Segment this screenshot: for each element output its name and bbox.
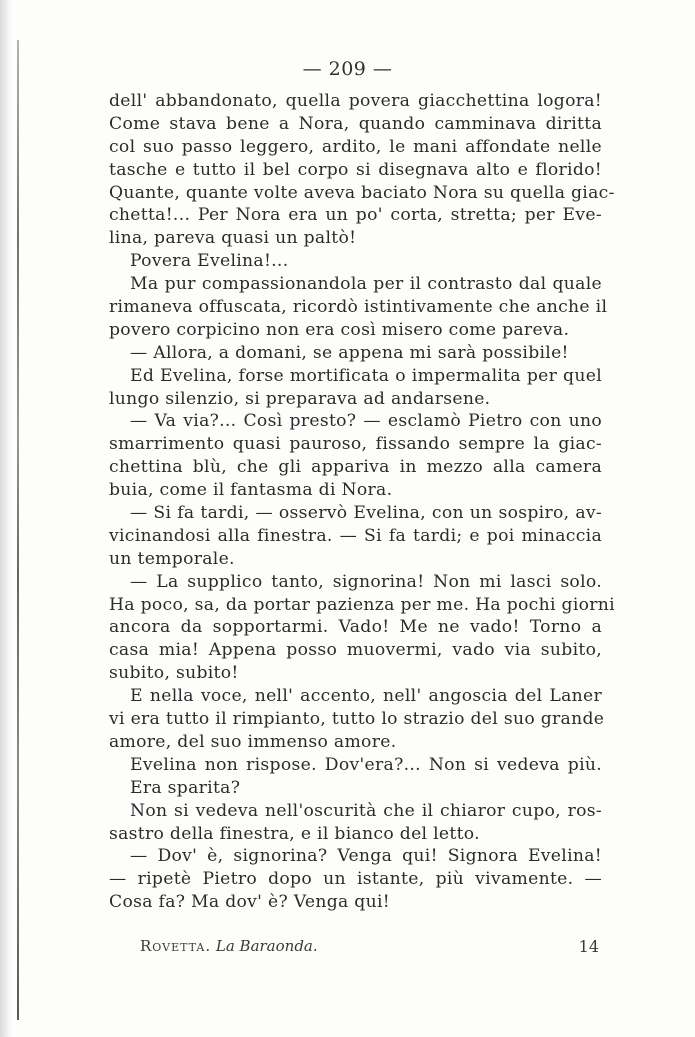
- text-line: — Va via?... Così presto? — esclamò Pietro con uno: [130, 411, 602, 432]
- page-number: — 209 —: [302, 58, 393, 80]
- page-footer: [140, 937, 602, 955]
- text-line: Ha poco, sa, da portar pazienza per me. Ha pochi giorni: [109, 594, 615, 615]
- text-line: — Allora, a domani, se appena mi sarà possibile!: [130, 342, 569, 363]
- footer-signature-mark: 14: [578, 937, 599, 956]
- text-line: lina, pareva quasi un paltò!: [109, 228, 357, 249]
- text-line: Era sparita?: [130, 777, 241, 798]
- text-line: dell' abbandonato, quella povera giacchettina logora!: [109, 91, 602, 111]
- text-line: un temporale.: [109, 548, 235, 569]
- text-line: tasche e tutto il bel corpo si disegnava alto e florido!: [109, 159, 602, 180]
- text-line: Ed Evelina, forse mortificata o impermalita per quel: [130, 365, 602, 386]
- text-line: Evelina non rispose. Dov'era?... Non si vedeva più.: [130, 754, 602, 775]
- text-line: Come stava bene a Nora, quando camminava diritta: [109, 113, 602, 134]
- text-line: povero corpicino non era così misero come pareva.: [109, 319, 570, 340]
- text-line: vicinandosi alla finestra. — Si fa tardi; e poi minaccia: [109, 525, 602, 546]
- text-line: subito, subito!: [109, 663, 239, 684]
- footer-author: Rovetta.: [140, 937, 212, 955]
- text-line: — ripetè Pietro dopo un istante, più vivamente. —: [109, 869, 602, 890]
- text-line: casa mia! Appena posso muovermi, vado via subito,: [109, 640, 602, 661]
- text-line: — Si fa tardi, — osservò Evelina, con un sospiro, av-: [130, 503, 602, 524]
- page-body-text: [109, 90, 615, 914]
- text-line: Povera Evelina!...: [130, 251, 289, 272]
- text-line: Quante, quante volte aveva baciato Nora su quella giac-: [109, 182, 615, 203]
- text-line: sastro della finestra, e il bianco del letto.: [109, 823, 480, 844]
- text-line: smarrimento quasi pauroso, fissando sempre la giac-: [109, 434, 602, 455]
- text-line: buia, come il fantasma di Nora.: [109, 480, 393, 501]
- text-line: Cosa fa? Ma dov' è? Venga qui!: [109, 892, 390, 913]
- page-binding-edge: [17, 40, 19, 1020]
- text-line: ancora da sopportarmi. Vado! Me ne vado! Torno a: [109, 617, 602, 638]
- text-line: chettina blù, che gli appariva in mezzo alla camera: [109, 457, 602, 478]
- text-line: Ma pur compassionandola per il contrasto dal quale: [130, 274, 602, 295]
- text-line: vi era tutto il rimpianto, tutto lo strazio del suo grande: [109, 709, 605, 730]
- text-line: amore, del suo immenso amore.: [109, 731, 397, 752]
- text-line: E nella voce, nell' accento, nell' angoscia del Laner: [130, 686, 602, 707]
- footer-title: La Baraonda.: [215, 937, 318, 955]
- text-line: — Dov' è, signorina? Venga qui! Signora Evelina!: [130, 846, 602, 867]
- text-line: rimaneva offuscata, ricordò istintivamente che anche il: [109, 297, 608, 318]
- text-line: col suo passo leggero, ardito, le mani affondate nelle: [109, 136, 602, 157]
- text-line: — La supplico tanto, signorina! Non mi lasci solo.: [130, 571, 602, 592]
- text-line: lungo silenzio, si preparava ad andarsene.: [109, 388, 491, 409]
- page-binding-shadow: [0, 0, 12, 1037]
- text-line: Non si vedeva nell'oscurità che il chiaror cupo, ros-: [130, 800, 602, 821]
- text-line: chetta!... Per Nora era un po' corta, stretta; per Eve-: [109, 205, 602, 226]
